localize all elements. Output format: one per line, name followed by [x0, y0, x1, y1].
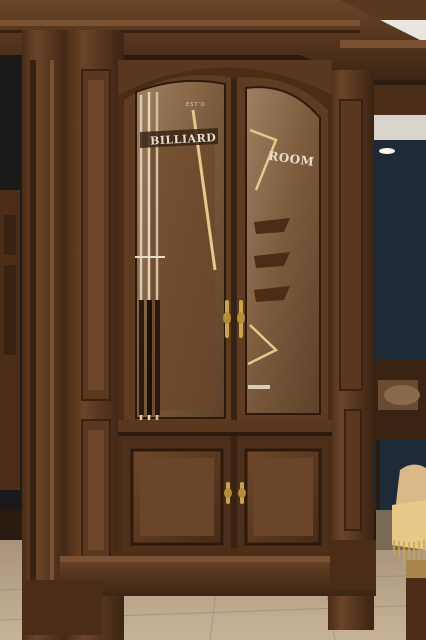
left-glass-door — [124, 75, 232, 430]
right-room-wall — [372, 130, 426, 510]
lower-right-door — [238, 440, 328, 552]
center-stile — [231, 78, 237, 548]
etched-room-text: ROOM — [267, 148, 316, 170]
etched-billiard-text: BILLIARD — [149, 131, 217, 148]
left-pilaster — [22, 30, 70, 640]
right-glass-door — [234, 77, 328, 430]
ceiling-light — [379, 148, 395, 154]
etched-mark: EST'D — [186, 102, 206, 108]
lower-left-door — [122, 440, 230, 552]
